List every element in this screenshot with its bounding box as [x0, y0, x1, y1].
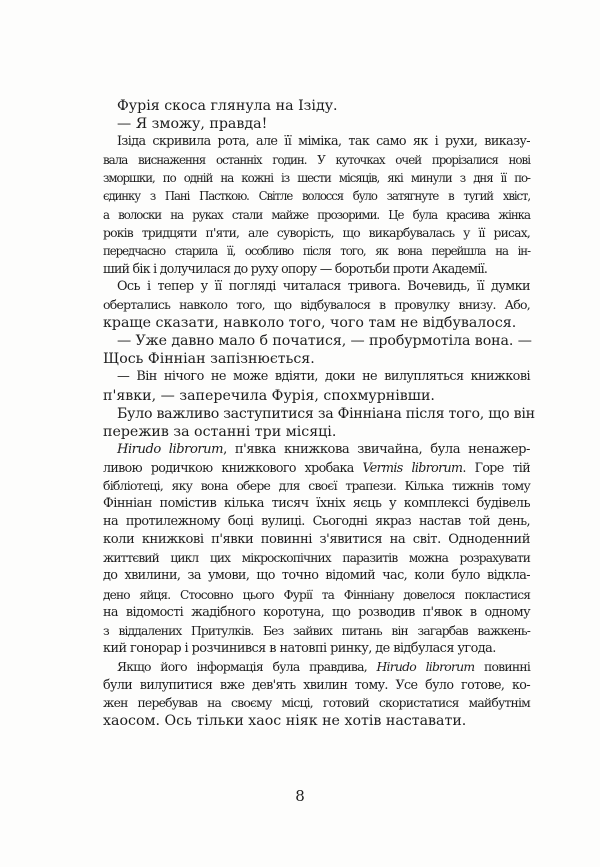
text-line: вала виснаження останніх годин. У куточках очей прорізалися нові: [103, 153, 530, 168]
text-line: зморшки, по одній на кожні із шести місяців, які минули з дня її по-: [103, 171, 530, 186]
text-line: жен перебував на своєму місці, готовий скористатися майбутнім: [103, 696, 530, 711]
text-line: Було важливо заступитися за Фінніана після того, що він: [117, 405, 535, 422]
text-line: п'явки, — заперечила Фурія, спохмурнівши.: [103, 387, 435, 404]
text-line: були вилупитися вже дев'ять хвилин тому. Усе було готове, ко-: [103, 677, 530, 692]
latin-term: Hirudo librorum: [117, 441, 224, 457]
text-line: а волоски на руках стали майже прозорими. Це була красива жінка: [103, 207, 530, 222]
text-line: на протилежному боці вулиці. Сьогодні якраз настав той день,: [103, 514, 530, 530]
text-line: обертались навколо того, що відбувалося в провулку внизу. Або,: [103, 297, 530, 313]
text-line: — Я зможу, правда!: [117, 116, 268, 133]
text-line: ший бік і долучилася до руху опору — боротьби проти Академії.: [103, 260, 488, 276]
text-line: Якщо його інформація була правдива, Hirudo librorum повинні: [117, 658, 531, 674]
text-line: кий гонорар і розчинився в натовпі ринку, де відбулася угода.: [103, 640, 496, 656]
text-line: краще сказати, навколо того, чого там не відбувалося.: [103, 315, 517, 332]
text-line: життєвий цикл цих мікроскопічних паразитів можна розрахувати: [103, 551, 530, 566]
text-line: передчасно старила її, особливо після того, як вона перейшла на ін-: [103, 243, 530, 258]
page-body-text: [103, 97, 535, 730]
text-line: на відомості жадібного коротуна, що розводив п'явок в одному: [103, 604, 530, 620]
text-line: пережив за останні три місяці.: [103, 423, 337, 440]
text-line: Ось і тепер у її погляді читалася тривога. Вочевидь, її думки: [117, 278, 530, 294]
text-line: Ізіда скривила рота, але її міміка, так само як і рухи, виказу-: [117, 134, 530, 150]
text-line: Щось Фінніан запізнюється.: [103, 351, 315, 368]
text-line: — Він нічого не може вдіяти, доки не вилупляться книжкові: [117, 369, 530, 385]
text-line: дено яйця. Стосовно цього Фурії та Фінніану довелося покластися: [103, 587, 530, 602]
text-line: Фінніан помістив кілька тисяч їхніх яєць у комплексі будівель: [103, 496, 530, 512]
text-line: до хвилини, за умови, що точно відомий час, коли було відкла-: [103, 568, 530, 584]
text-line: єдинку з Пані Пасткою. Світле волосся було затягнуте в тугий хвіст,: [103, 189, 530, 204]
text-line: бібліотеці, яку вона обере для своєї трапези. Кілька тижнів тому: [103, 477, 530, 493]
latin-term: Vermis librorum: [362, 459, 463, 475]
text-line: Hirudo librorum, п'явка книжкова звичайна, була ненажер-: [117, 441, 530, 457]
latin-term: Hirudo librorum: [376, 658, 475, 674]
text-line: з віддалених Притулків. Без зайвих питань він загарбав важкень-: [103, 623, 530, 638]
text-line: Фурія скоса глянула на Ізіду.: [117, 98, 338, 114]
page-number: 8: [295, 787, 305, 805]
text-line: коли книжкові п'явки повинні з'явитися на світ. Одноденний: [103, 532, 530, 548]
text-line: — Уже давно мало б початися, — пробурмотіла вона. —: [117, 333, 532, 350]
text-line: ливою родичкою книжкового хробака Vermis librorum. Горе тій: [103, 459, 530, 475]
text-line: хаосом. Ось тільки хаос ніяк не хотів наставати.: [103, 713, 467, 730]
text-line: років тридцяти п'яти, але суворість, що викарбувалась у її рисах,: [103, 225, 530, 240]
